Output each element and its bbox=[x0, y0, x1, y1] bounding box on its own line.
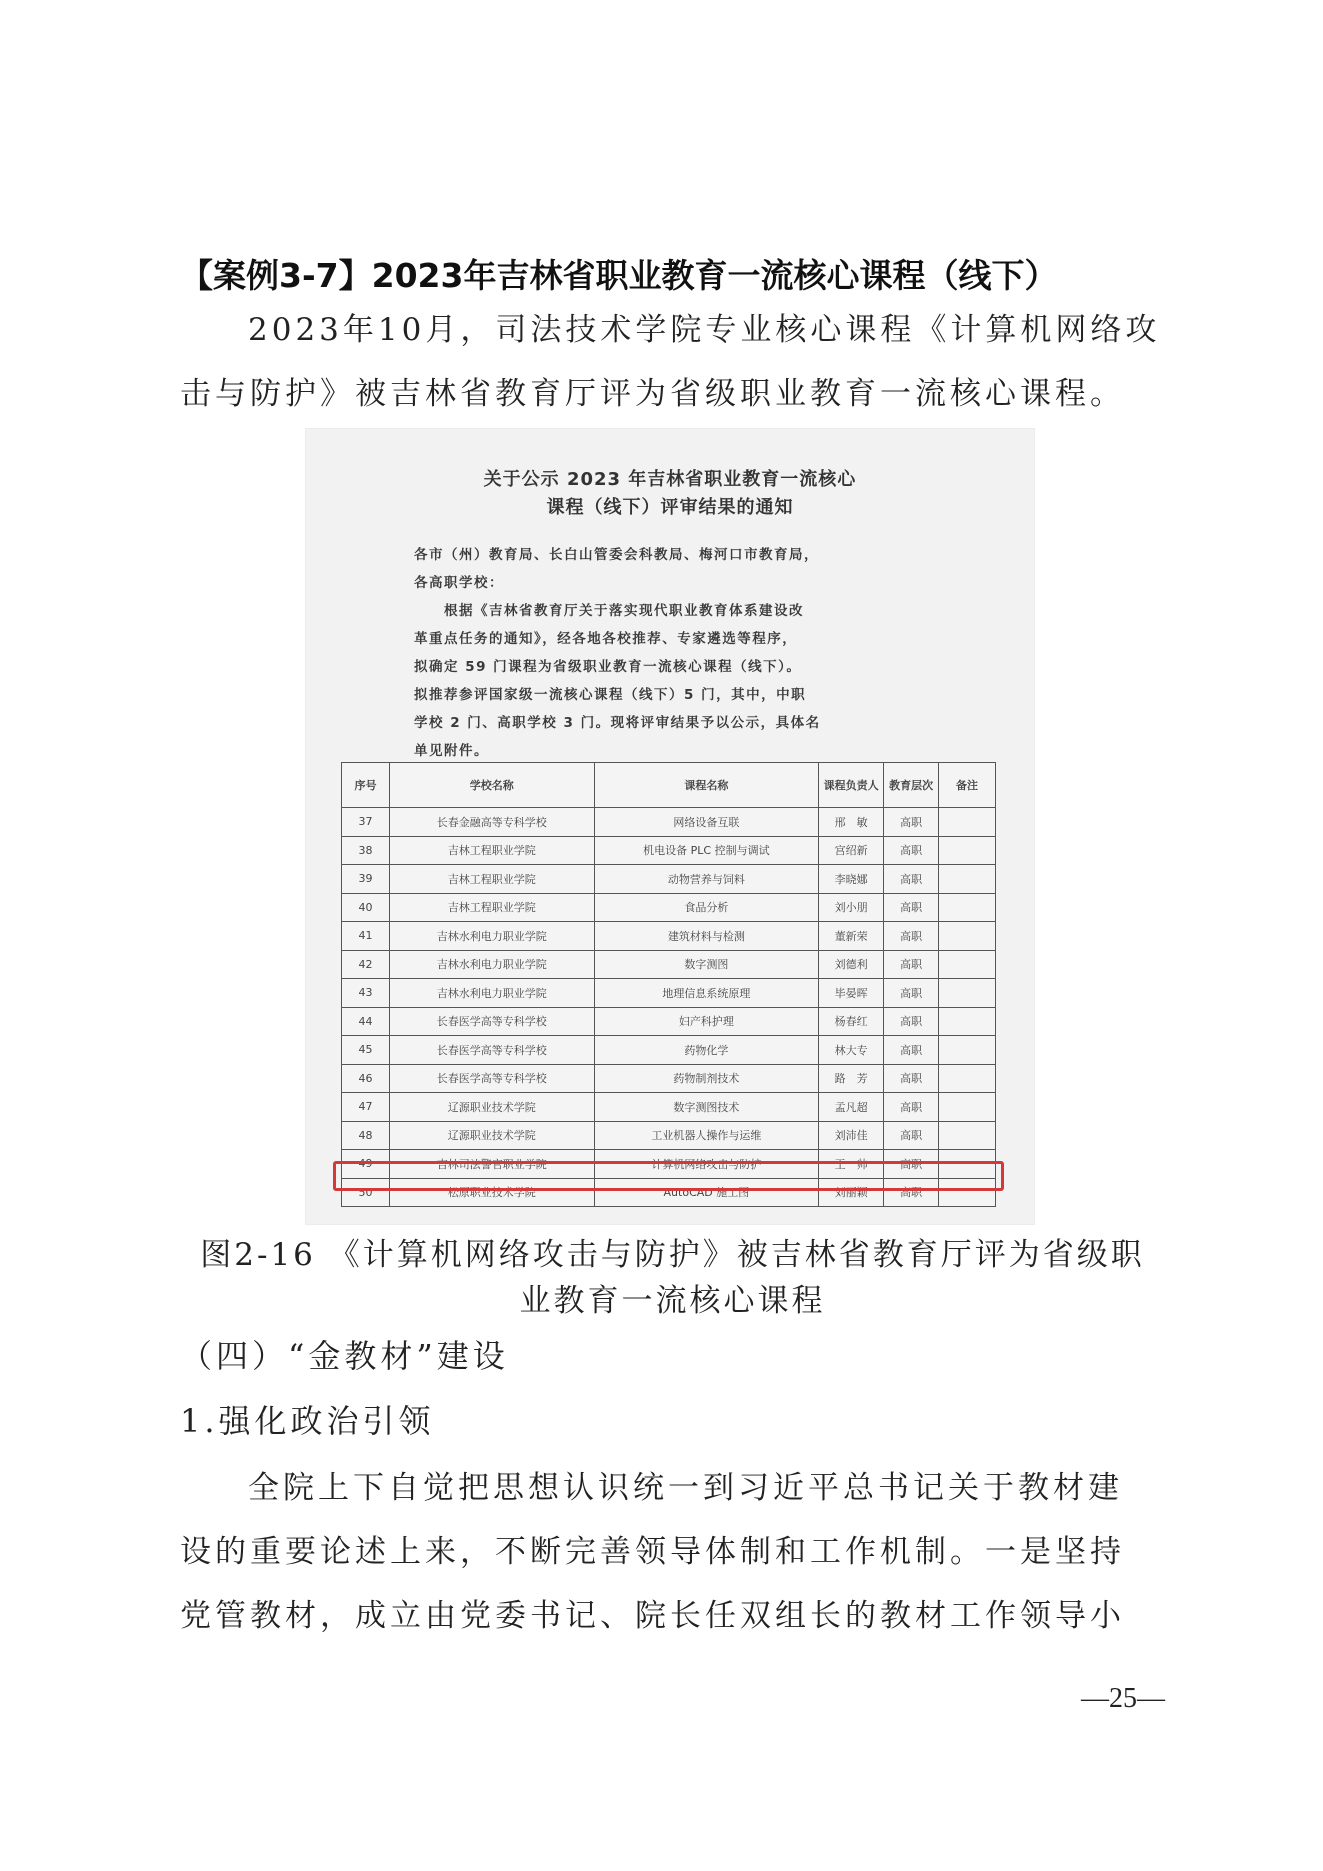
table-cell: 50 bbox=[342, 1178, 390, 1207]
table-cell: 吉林工程职业学院 bbox=[389, 865, 594, 894]
table-cell: 网络设备互联 bbox=[594, 808, 819, 837]
body-line: 党管教材，成立由党委书记、院长任双组长的教材工作领导小 bbox=[180, 1598, 1125, 1634]
table-cell: 刘沛佳 bbox=[819, 1121, 884, 1150]
table-cell: 宫绍新 bbox=[819, 836, 884, 865]
table-cell: 高职 bbox=[884, 893, 939, 922]
table-row bbox=[342, 1064, 996, 1093]
table-cell bbox=[939, 893, 996, 922]
intro-line: 击与防护》被吉林省教育厅评为省级职业教育一流核心课程。 bbox=[180, 376, 1125, 412]
table-cell: 辽源职业技术学院 bbox=[389, 1093, 594, 1122]
header-cell: 序号 bbox=[342, 763, 390, 808]
intro-paragraph bbox=[180, 298, 1165, 426]
page-number: —25— bbox=[1081, 1683, 1165, 1714]
table-cell: 工业机器人操作与运维 bbox=[594, 1121, 819, 1150]
table-cell: 杨春红 bbox=[819, 1007, 884, 1036]
table-row bbox=[342, 865, 996, 894]
table-cell bbox=[939, 836, 996, 865]
table-cell: 药物制剂技术 bbox=[594, 1064, 819, 1093]
table-cell: 高职 bbox=[884, 1007, 939, 1036]
table-cell: 高职 bbox=[884, 1178, 939, 1207]
table-cell: 高职 bbox=[884, 1093, 939, 1122]
table-cell: 吉林司法警官职业学院 bbox=[389, 1150, 594, 1179]
figure-caption bbox=[180, 1232, 1165, 1324]
table-row bbox=[342, 1093, 996, 1122]
table-row bbox=[342, 893, 996, 922]
table-row bbox=[342, 950, 996, 979]
table-cell: 37 bbox=[342, 808, 390, 837]
table-cell bbox=[939, 1036, 996, 1065]
table-cell bbox=[939, 1121, 996, 1150]
table-cell bbox=[939, 1064, 996, 1093]
table-cell: 高职 bbox=[884, 979, 939, 1008]
body-paragraph bbox=[180, 1456, 1165, 1648]
table-cell: 高职 bbox=[884, 1121, 939, 1150]
table-cell: 长春医学高等专科学校 bbox=[389, 1007, 594, 1036]
table-cell: 王 帅 bbox=[819, 1150, 884, 1179]
table-cell: 食品分析 bbox=[594, 893, 819, 922]
table-cell: 48 bbox=[342, 1121, 390, 1150]
table-cell: 高职 bbox=[884, 836, 939, 865]
header-cell: 学校名称 bbox=[389, 763, 594, 808]
table-cell: 邢 敏 bbox=[819, 808, 884, 837]
highlight-box bbox=[333, 1161, 1004, 1191]
table-cell: 高职 bbox=[884, 865, 939, 894]
table-cell: 吉林工程职业学院 bbox=[389, 836, 594, 865]
table-cell: AutoCAD 施工图 bbox=[594, 1178, 819, 1207]
table-cell: 刘小朋 bbox=[819, 893, 884, 922]
notice-line: 根据《吉林省教育厅关于落实现代职业教育体系建设改 bbox=[444, 603, 804, 619]
table-cell: 高职 bbox=[884, 1150, 939, 1179]
header-cell: 课程名称 bbox=[594, 763, 819, 808]
table-cell bbox=[939, 922, 996, 951]
table-cell bbox=[939, 979, 996, 1008]
notice-line: 拟确定 59 门课程为省级职业教育一流核心课程（线下）。 bbox=[414, 659, 802, 675]
results-table bbox=[341, 762, 996, 1207]
table-cell: 毕晏晖 bbox=[819, 979, 884, 1008]
notice-line: 学校 2 门、高职学校 3 门。现将评审结果予以公示，具体名 bbox=[414, 715, 821, 731]
table-cell: 41 bbox=[342, 922, 390, 951]
table-cell: 高职 bbox=[884, 1036, 939, 1065]
header-cell: 课程负责人 bbox=[819, 763, 884, 808]
table-cell: 高职 bbox=[884, 950, 939, 979]
table-header-row bbox=[342, 763, 996, 808]
notice-line: 单见附件。 bbox=[414, 743, 489, 759]
notice-title: 课程（线下）评审结果的通知 bbox=[546, 497, 794, 518]
header-cell: 教育层次 bbox=[884, 763, 939, 808]
table-cell: 44 bbox=[342, 1007, 390, 1036]
table-cell: 孟凡超 bbox=[819, 1093, 884, 1122]
table-cell: 机电设备 PLC 控制与调试 bbox=[594, 836, 819, 865]
section-heading: （四）“金教材”建设 bbox=[180, 1337, 509, 1375]
subheading: 1.强化政治引领 bbox=[180, 1402, 435, 1440]
notice-figure bbox=[305, 428, 1035, 1225]
notice-line: 拟推荐参评国家级一流核心课程（线下）5 门，其中，中职 bbox=[414, 687, 807, 703]
table-cell: 高职 bbox=[884, 808, 939, 837]
table-cell: 药物化学 bbox=[594, 1036, 819, 1065]
notice-title: 关于公示 2023 年吉林省职业教育一流核心 bbox=[483, 469, 857, 490]
table-row bbox=[342, 808, 996, 837]
table-cell bbox=[939, 865, 996, 894]
table-cell bbox=[939, 1093, 996, 1122]
table-row bbox=[342, 1036, 996, 1065]
caption-line: 业教育一流核心课程 bbox=[519, 1283, 826, 1319]
table-cell: 建筑材料与检测 bbox=[594, 922, 819, 951]
table-cell: 董新荣 bbox=[819, 922, 884, 951]
body-line: 设的重要论述上来，不断完善领导体制和工作机制。一是坚持 bbox=[180, 1534, 1125, 1570]
table-cell bbox=[939, 950, 996, 979]
notice-line: 革重点任务的通知》，经各地各校推荐、专家遴选等程序， bbox=[414, 631, 798, 647]
caption-line: 图2-16 《计算机网络攻击与防护》被吉林省教育厅评为省级职 bbox=[200, 1237, 1145, 1273]
table-cell: 43 bbox=[342, 979, 390, 1008]
table-cell: 高职 bbox=[884, 922, 939, 951]
table-cell: 妇产科护理 bbox=[594, 1007, 819, 1036]
header-cell: 备注 bbox=[939, 763, 996, 808]
table-cell: 动物营养与饲料 bbox=[594, 865, 819, 894]
table-cell: 吉林水利电力职业学院 bbox=[389, 979, 594, 1008]
table-row bbox=[342, 836, 996, 865]
table-cell: 45 bbox=[342, 1036, 390, 1065]
table-cell: 39 bbox=[342, 865, 390, 894]
table-cell: 高职 bbox=[884, 1064, 939, 1093]
table-cell: 路 芳 bbox=[819, 1064, 884, 1093]
intro-line: 2023年10月，司法技术学院专业核心课程《计算机网络攻 bbox=[248, 312, 1161, 348]
table-cell: 46 bbox=[342, 1064, 390, 1093]
table-cell: 松原职业技术学院 bbox=[389, 1178, 594, 1207]
table-cell: 吉林水利电力职业学院 bbox=[389, 950, 594, 979]
notice-line: 各市（州）教育局、长白山管委会科教局、梅河口市教育局， bbox=[414, 547, 819, 563]
table-cell bbox=[939, 808, 996, 837]
table-row bbox=[342, 922, 996, 951]
table-cell: 刘德利 bbox=[819, 950, 884, 979]
table-row bbox=[342, 1121, 996, 1150]
table-cell: 长春医学高等专科学校 bbox=[389, 1064, 594, 1093]
table-row bbox=[342, 979, 996, 1008]
table-row bbox=[342, 1007, 996, 1036]
table-cell: 李晓娜 bbox=[819, 865, 884, 894]
table-cell: 辽源职业技术学院 bbox=[389, 1121, 594, 1150]
table-cell: 地理信息系统原理 bbox=[594, 979, 819, 1008]
table-cell: 42 bbox=[342, 950, 390, 979]
table-cell: 刘丽颖 bbox=[819, 1178, 884, 1207]
table-cell: 吉林水利电力职业学院 bbox=[389, 922, 594, 951]
table-cell: 数字测图 bbox=[594, 950, 819, 979]
notice-body bbox=[414, 541, 934, 765]
table-cell: 38 bbox=[342, 836, 390, 865]
case-title: 【案例3-7】2023年吉林省职业教育一流核心课程（线下） bbox=[180, 256, 1058, 295]
table-cell: 长春金融高等专科学校 bbox=[389, 808, 594, 837]
table-cell: 40 bbox=[342, 893, 390, 922]
notice-line: 各高职学校： bbox=[414, 575, 504, 591]
table-cell: 数字测图技术 bbox=[594, 1093, 819, 1122]
table-cell: 长春医学高等专科学校 bbox=[389, 1036, 594, 1065]
table-cell: 林大专 bbox=[819, 1036, 884, 1065]
table-cell: 计算机网络攻击与防护 bbox=[594, 1150, 819, 1179]
table-cell: 47 bbox=[342, 1093, 390, 1122]
table-cell: 吉林工程职业学院 bbox=[389, 893, 594, 922]
table-cell: 49 bbox=[342, 1150, 390, 1179]
body-line: 全院上下自觉把思想认识统一到习近平总书记关于教材建 bbox=[248, 1470, 1123, 1506]
table-cell bbox=[939, 1007, 996, 1036]
